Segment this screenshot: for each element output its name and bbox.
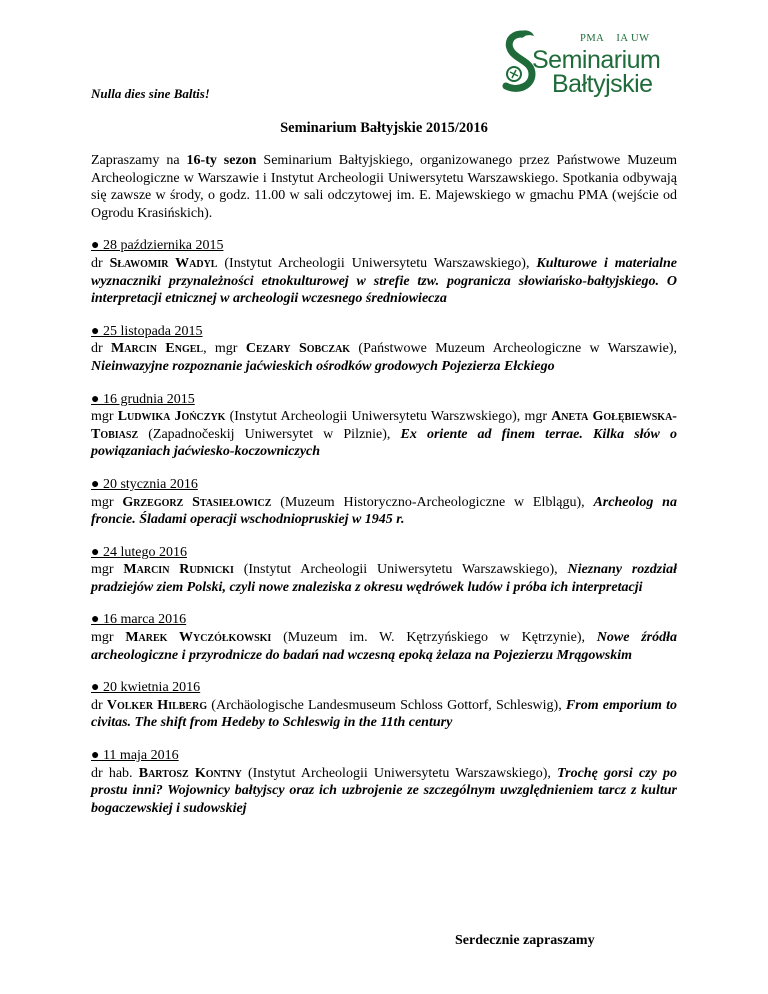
speaker-affiliation: (Muzeum Historyczno-Archeologiczne w Elblągu), <box>271 494 594 510</box>
event-item <box>91 679 677 732</box>
event-date: ● 25 listopada 2015 <box>91 323 203 339</box>
event-description <box>91 629 677 664</box>
event-description <box>91 697 677 732</box>
event-item <box>91 747 677 817</box>
speaker-name: Bartosz Kontny <box>138 765 242 781</box>
event-date: ● 16 marca 2016 <box>91 612 187 628</box>
speaker-affiliation: (Instytut Archeologii Uniwersytetu Warszawskiego), <box>217 255 537 271</box>
event-item <box>91 391 677 461</box>
talk-title: Ex oriente ad finem terrae. Kilka słów o powiązaniach jaćwiesko-koczowniczych <box>91 426 677 460</box>
speaker-name: Marcin Rudnicki <box>123 562 234 578</box>
event-date: ● 20 kwietnia 2016 <box>91 680 201 696</box>
document-title: Seminarium Bałtyjskie 2015/2016 <box>280 120 488 136</box>
seminar-logo <box>492 22 682 102</box>
event-description <box>91 255 677 308</box>
logo-line-seminarium: Seminarium <box>532 46 661 74</box>
speaker-separator: (Instytut Archeologii Uniwersytetu Warszwskiego), mgr <box>225 409 552 425</box>
intro-text-start: Zapraszamy na <box>91 153 187 168</box>
speaker-affiliation: (Państwowe Muzeum Archeologiczne w Warszawie), <box>350 341 677 357</box>
logo-line-baltyjskie: Bałtyjskie <box>552 70 653 98</box>
closing-line: Serdecznie zapraszamy <box>455 933 595 948</box>
talk-title: Trochę gorsi czy po prostu inni? Wojownicy bałtyjscy oraz ich uzbrojenie ze szczególnym uwzględnieniem tarcz z kultur bogaczewskiej i sudowskiej <box>91 765 677 816</box>
speaker-name: Volker Hilberg <box>106 697 208 713</box>
event-date: ● 28 października 2015 <box>91 238 224 254</box>
speaker-title: dr <box>91 341 112 357</box>
talk-title: Nieinwazyjne rozpoznanie jaćwieskich ośrodków grodowych Pojezierza Ełckiego <box>91 358 555 374</box>
event-item <box>91 237 677 307</box>
logo-org-pma: PMA <box>580 33 605 44</box>
speaker-name: Cezary Sobczak <box>245 341 351 357</box>
event-item <box>91 476 677 529</box>
speaker-name: Sławomir Wadyl <box>109 255 218 271</box>
logo-org-iauw: IA UW <box>616 33 650 44</box>
speaker-title: mgr <box>91 562 124 578</box>
speaker-name: Marcin Engel <box>111 341 204 357</box>
intro-season: 16-ty sezon <box>186 153 257 168</box>
speaker-title: dr hab. <box>91 765 139 781</box>
intro-text-end: Seminarium Bałtyjskiego, organizowanego przez Państwowe Muzeum Archeologiczne w Warszawie i Instytut Archeologii Uniwersytetu Warszawskiego. Spotkania odbywają się zawsze w środy, o godz. 11.00 w sali odczytowej im. E. Majewskiego w gmachu PMA (wejście od Ogrodu Krasińskich). <box>91 153 677 221</box>
event-date: ● 20 stycznia 2016 <box>91 476 198 492</box>
talk-title: Nowe źródła archeologiczne i przyrodnicze do badań nad wczesną epoką żelaza na Pojezierzu Mrągowskim <box>91 630 677 663</box>
event-date: ● 11 maja 2016 <box>91 748 179 764</box>
event-description <box>91 561 677 596</box>
intro-paragraph <box>91 152 677 222</box>
speaker-separator: , mgr <box>203 341 246 357</box>
talk-title: From emporium to civitas. The shift from Hedeby to Schleswig in the 11th century <box>91 697 678 731</box>
event-description <box>91 340 677 375</box>
event-item <box>91 544 677 597</box>
speaker-name: Ludwika Jończyk <box>117 409 226 425</box>
event-date: ● 24 lutego 2016 <box>91 544 187 560</box>
event-item <box>91 611 677 664</box>
document-body <box>91 152 677 832</box>
event-description <box>91 408 677 461</box>
speaker-title: dr <box>91 697 107 713</box>
speaker-name: Marek Wyczółkowski <box>125 630 272 646</box>
talk-title: Kulturowe i materialne wyznaczniki przynależności etnokulturowej w strefie tzw. pogranicza słowiańsko-bałtyjskiego. O interpretacji etnicznej w archeologii wczesnego średniowiecza <box>91 255 677 307</box>
speaker-title: mgr <box>91 409 118 425</box>
speaker-affiliation: (Instytut Archeologii Uniwersytetu Warszawskiego), <box>241 765 558 781</box>
speaker-affiliation: (Instytut Archeologii Uniwersytetu Warszawskiego), <box>233 562 568 578</box>
talk-title: Nieznany rozdział pradziejów ziem Polski, czyli nowe znaleziska z okresu wędrówek ludów i próba ich interpretacji <box>91 562 677 595</box>
speaker-affiliation: (Archäologische Landesmuseum Schloss Gottorf, Schleswig), <box>207 697 566 713</box>
event-description <box>91 494 677 529</box>
event-date: ● 16 grudnia 2015 <box>91 391 195 407</box>
speaker-affiliation: (Zapadnočeskij Uniwersytet w Pilznie), <box>138 426 401 442</box>
speaker-affiliation: (Muzeum im. W. Kętrzyńskiego w Kętrzynie), <box>271 630 597 646</box>
motto: Nulla dies sine Baltis! <box>91 86 210 101</box>
event-item <box>91 323 677 376</box>
speaker-title: mgr <box>91 494 123 510</box>
event-description <box>91 765 677 818</box>
talk-title: Archeolog na froncie. Śladami operacji wschodniopruskiej w 1945 r. <box>91 494 677 528</box>
speaker-name: Grzegorz Stasiełowicz <box>122 494 272 510</box>
speaker-title: mgr <box>91 630 126 646</box>
speaker-title: dr <box>91 255 110 271</box>
speaker-name: Aneta Gołębiewska-Tobiasz <box>91 409 677 442</box>
